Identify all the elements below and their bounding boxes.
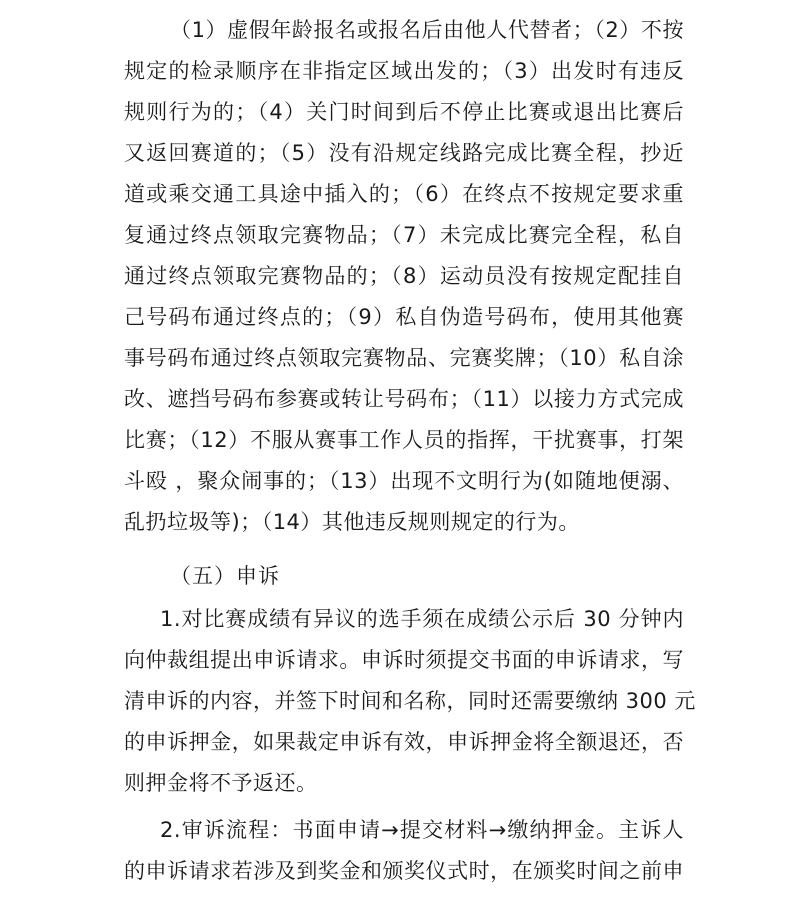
text-line: 比赛；（12）不服从赛事工作人员的指挥，干扰赛事，打架 bbox=[124, 428, 684, 452]
text-line: （1）虚假年龄报名或报名后由他人代替者；（2）不按 bbox=[170, 18, 684, 42]
text-line: 道或乘交通工具途中插入的；（6）在终点不按规定要求重 bbox=[124, 182, 684, 206]
text-line: 改、遮挡号码布参赛或转让号码布；（11）以接力方式完成 bbox=[124, 387, 684, 411]
text-line: 事号码布通过终点领取完赛物品、完赛奖牌；（10）私自涂 bbox=[124, 346, 684, 370]
text-line: 规定的检录顺序在非指定区域出发的；（3）出发时有违反 bbox=[124, 59, 684, 83]
section-heading: （五）申诉 bbox=[170, 564, 280, 588]
text-line: 己号码布通过终点的；（9）私自伪造号码布，使用其他赛 bbox=[124, 305, 684, 329]
text-line: 规则行为的；（4）关门时间到后不停止比赛或退出比赛后 bbox=[124, 100, 684, 124]
text-line: 又返回赛道的；（5）没有沿规定线路完成比赛全程，抄近 bbox=[124, 141, 684, 165]
text-line: 的申诉请求若涉及到奖金和颁奖仪式时，在颁奖时间之前申 bbox=[124, 859, 684, 883]
text-line: 2.审诉流程：书面申请→提交材料→缴纳押金。主诉人 bbox=[160, 818, 684, 842]
text-line: 清申诉的内容，并签下时间和名称，同时还需要缴纳 300 元 bbox=[124, 689, 696, 713]
text-line: 斗殴 ，聚众闹事的；（13）出现不文明行为(如随地便溺、 bbox=[124, 469, 684, 493]
text-line: 的申诉押金，如果裁定申诉有效，申诉押金将全额退还，否 bbox=[124, 730, 684, 754]
text-line: 通过终点领取完赛物品的；（8）运动员没有按规定配挂自 bbox=[124, 264, 684, 288]
text-line: 向仲裁组提出申诉请求。申诉时须提交书面的申诉请求，写 bbox=[124, 648, 684, 672]
text-line: 乱扔垃圾等)；（14）其他违反规则规定的行为。 bbox=[124, 510, 580, 534]
text-line: 复通过终点领取完赛物品；（7）未完成比赛完全程，私自 bbox=[124, 223, 684, 247]
text-line: 1.对比赛成绩有异议的选手须在成绩公示后 30 分钟内 bbox=[160, 607, 684, 631]
text-line: 则押金将不予返还。 bbox=[124, 771, 318, 795]
